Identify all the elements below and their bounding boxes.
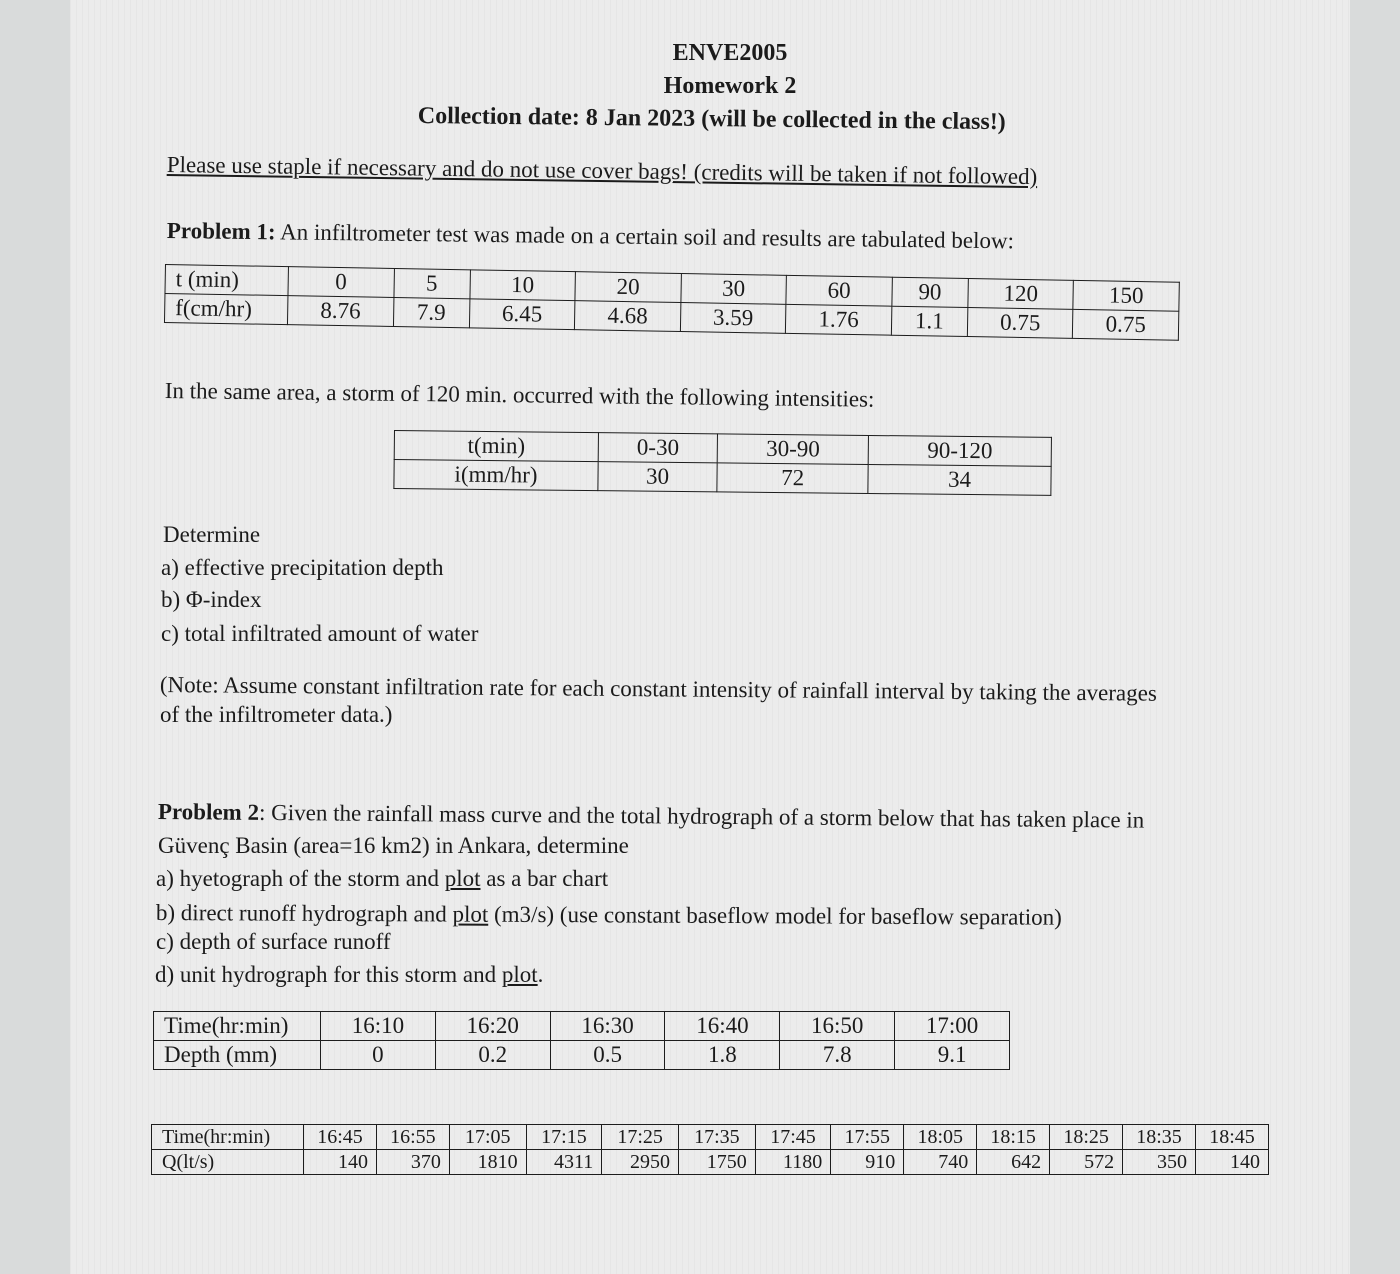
item-underlined: plot <box>444 866 481 891</box>
row-label: Time(hr:min) <box>154 1012 321 1041</box>
table-cell: 0-30 <box>598 433 718 463</box>
table-cell: 16:30 <box>550 1012 665 1041</box>
table-cell: 642 <box>977 1150 1050 1175</box>
table-cell: 34 <box>868 464 1051 495</box>
table-cell: 17:55 <box>831 1125 904 1150</box>
table-cell: 16:55 <box>376 1125 449 1150</box>
table-cell: 0.2 <box>435 1041 550 1070</box>
table-cell: 0.5 <box>550 1041 665 1070</box>
row-label: f(cm/hr) <box>164 294 287 325</box>
table-cell: 16:50 <box>780 1012 895 1041</box>
row-label: Time(hr:min) <box>152 1125 304 1150</box>
table-cell: 7.9 <box>393 297 470 327</box>
problem2-label: Problem 2 <box>157 799 260 825</box>
table-cell: 0 <box>288 267 394 298</box>
table-cell: 3.59 <box>680 303 786 334</box>
problem2-text: : Given the rainfall mass curve and the total hydrograph of a storm below that has taken place in <box>258 799 1145 833</box>
table-row <box>152 1125 1269 1150</box>
item-text: . <box>537 962 544 987</box>
table-cell: 740 <box>904 1150 977 1175</box>
table-cell: 16:10 <box>321 1012 436 1041</box>
table-cell: 8.76 <box>287 296 393 327</box>
table-cell: 4.68 <box>575 301 681 332</box>
table-cell: 17:15 <box>526 1125 602 1150</box>
table-cell: 16:45 <box>304 1125 377 1150</box>
table-cell: 4311 <box>526 1150 602 1175</box>
table-cell: 10 <box>470 270 576 301</box>
row-label: t (min) <box>165 265 288 296</box>
table-row <box>394 460 1051 496</box>
table-cell: 30 <box>598 462 718 492</box>
item-text: b) direct runoff hydrograph and <box>155 900 453 927</box>
table-row <box>152 1150 1269 1175</box>
table-cell: 20 <box>575 272 681 303</box>
table-cell: 18:45 <box>1196 1125 1269 1150</box>
table-cell: 9.1 <box>895 1041 1010 1070</box>
table-cell: 72 <box>717 463 868 494</box>
list-item: b) Φ-index <box>161 587 262 612</box>
table-row <box>154 1012 1010 1041</box>
table-cell: 7.8 <box>780 1041 895 1070</box>
table-cell: 1.76 <box>786 304 892 335</box>
table-cell: 18:25 <box>1050 1125 1123 1150</box>
list-item: c) total infiltrated amount of water <box>161 621 479 646</box>
table-cell: 910 <box>831 1150 904 1175</box>
table-cell: 30-90 <box>717 434 868 465</box>
row-label: i(mm/hr) <box>394 460 598 491</box>
table-cell: 1750 <box>678 1150 755 1175</box>
table-cell: 1180 <box>755 1150 831 1175</box>
table-cell: 1.8 <box>665 1041 780 1070</box>
table-cell: 30 <box>681 274 787 305</box>
item-text: (m3/s) (use constant baseflow model for baseflow separation) <box>488 901 1062 930</box>
table-cell: 90 <box>892 277 969 307</box>
table-cell: 5 <box>393 268 470 298</box>
homework-title: Homework 2 <box>663 73 797 99</box>
table-cell: 150 <box>1073 280 1179 311</box>
storm-description: In the same area, a storm of 120 min. occurred with the following intensities: <box>164 378 875 412</box>
table-cell: 0 <box>321 1041 436 1070</box>
table-cell: 1810 <box>449 1150 526 1175</box>
row-label: Q(lt/s) <box>152 1150 304 1175</box>
table-cell: 17:45 <box>755 1125 831 1150</box>
item-underlined: plot <box>452 901 489 927</box>
table-cell: 0.75 <box>967 308 1073 339</box>
table-cell: 0.75 <box>1073 309 1179 340</box>
table-cell: 18:05 <box>904 1125 977 1150</box>
table-cell: 17:25 <box>602 1125 679 1150</box>
table-cell: 16:20 <box>435 1012 550 1041</box>
table-cell: 17:05 <box>449 1125 526 1150</box>
table-cell: 17:00 <box>895 1012 1010 1041</box>
table-cell: 120 <box>968 279 1074 310</box>
item-text: a) hyetograph of the storm and <box>156 866 445 891</box>
mass-curve-table <box>153 1011 1010 1070</box>
instruction-text: Please use staple if necessary and do not use cover bags! (credits will be taken if not followed) <box>166 152 1038 190</box>
row-label: t(min) <box>394 431 598 462</box>
list-item: c) depth of surface runoff <box>156 929 391 954</box>
item-underlined: plot <box>501 962 538 987</box>
list-item: a) effective precipitation depth <box>161 555 444 580</box>
problem1-label: Problem 1: <box>166 218 276 245</box>
row-label: Depth (mm) <box>154 1041 321 1070</box>
table-cell: 140 <box>1196 1150 1269 1175</box>
item-text: as a bar chart <box>480 866 609 891</box>
table-cell: 2950 <box>602 1150 679 1175</box>
determine-heading: Determine <box>163 522 261 547</box>
table-cell: 6.45 <box>469 299 575 330</box>
problem1-text: An infiltrometer test was made on a certain soil and results are tabulated below: <box>275 219 1015 254</box>
table-cell: 350 <box>1123 1150 1196 1175</box>
table-cell: 90-120 <box>868 435 1051 466</box>
table-cell: 1.1 <box>891 306 968 336</box>
list-item <box>156 900 1062 931</box>
collection-date: Collection date: 8 Jan 2023 (will be collected in the class!) <box>417 103 1006 136</box>
table-cell: 17:35 <box>678 1125 755 1150</box>
table-cell: 16:40 <box>665 1012 780 1041</box>
table-cell: 60 <box>786 275 892 306</box>
list-item <box>155 962 543 988</box>
table-cell: 18:15 <box>977 1125 1050 1150</box>
table-row <box>154 1041 1010 1070</box>
table-cell: 370 <box>376 1150 449 1175</box>
problem2-text-line2: Güvenç Basin (area=16 km2) in Ankara, determine <box>158 833 629 858</box>
item-text: d) unit hydrograph for this storm and <box>155 962 502 987</box>
intensity-table <box>393 430 1052 496</box>
note-line-2: of the infiltrometer data.) <box>160 702 393 727</box>
table-cell: 140 <box>304 1150 377 1175</box>
table-cell: 18:35 <box>1123 1125 1196 1150</box>
table-cell: 572 <box>1050 1150 1123 1175</box>
note-line-1: (Note: Assume constant infiltration rate for each constant intensity of rainfall interval by taking the averages <box>159 672 1157 706</box>
course-code: ENVE2005 <box>672 40 788 66</box>
list-item <box>156 866 608 892</box>
hydrograph-table <box>151 1124 1269 1175</box>
